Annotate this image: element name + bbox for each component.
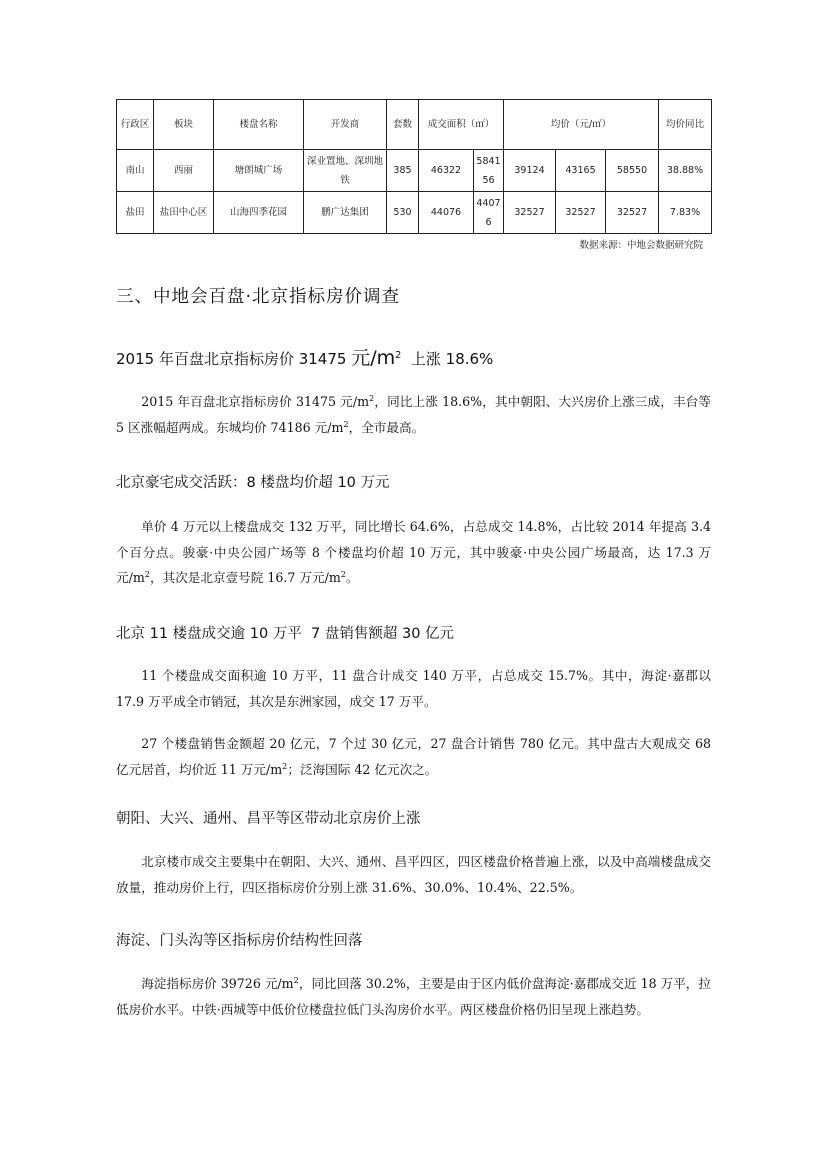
text-run: ，全市最高。 (348, 419, 425, 435)
superscript: 2 (293, 974, 299, 985)
table-cell: 39124 (504, 150, 556, 192)
table-cell: 58550 (606, 150, 659, 192)
table-cell: 7.83% (659, 192, 712, 234)
heading-districts-down: 海淀、门头沟等区指标房价结构性回落 (116, 933, 363, 949)
superscript: 2 (343, 418, 349, 429)
superscript: 2 (282, 760, 288, 771)
table-row (117, 150, 712, 192)
heading-districts-up: 朝阳、大兴、通州、昌平等区带动北京房价上涨 (116, 811, 421, 827)
superscript: 2 (369, 392, 375, 403)
table-row (117, 192, 712, 234)
table-cell: 43165 (556, 150, 606, 192)
table-cell: 盐田 (117, 192, 154, 234)
table-cell: 南山 (117, 150, 154, 192)
table-cell: 盐田中心区 (154, 192, 214, 234)
paragraph-volume: 11 个楼盘成交面积逾 10 万平，11 盘合计成交 140 万平，占总成交 15.7%。其中，海淀·嘉郡以 17.9 万平成全市销冠，其次是东洲家园，成交 17 万平。 (116, 668, 711, 709)
headline-text: 2015 年百盘北京指标房价 31475 (116, 350, 352, 368)
text-run: 27 个楼盘销售金额超 20 亿元，7 个过 30 亿元，27 盘合计销售 780 亿元。其中盘古大观成交 68 亿元居首，均价近 11 万元/m (116, 736, 711, 777)
superscript: 2 (144, 568, 150, 579)
text-run: 2015 年百盘北京指标房价 31475 元/m (141, 394, 370, 409)
heading-volume: 北京 11 楼盘成交逾 10 万平 7 盘销售额超 30 亿元 (116, 626, 455, 642)
table-cell: 44076 (474, 192, 504, 234)
table-cell: 32527 (504, 192, 556, 234)
headline (116, 343, 493, 370)
header-cell: 成交面积（㎡） (419, 100, 504, 150)
header-cell: 开发商 (304, 100, 387, 150)
superscript: 2 (340, 568, 346, 579)
table-cell: 44076 (419, 192, 474, 234)
header-cell: 均价（元/㎡） (504, 100, 659, 150)
header-cell: 楼盘名称 (214, 100, 304, 150)
table-cell: 深业置地、深圳地铁 (304, 150, 387, 192)
text-run: ；泛海国际 42 亿元次之。 (287, 761, 438, 777)
table-cell: 鹏广达集团 (304, 192, 387, 234)
heading-luxury: 北京豪宅成交活跃：8 楼盘均价超 10 万元 (116, 475, 390, 491)
paragraph-sales (116, 731, 711, 782)
table-cell: 西丽 (154, 150, 214, 192)
table-cell: 32527 (556, 192, 606, 234)
property-table (116, 99, 712, 234)
text-run: 单价 4 万元以上楼盘成交 132 万平，同比增长 64.6%，占总成交 14.8%，占比较 2014 年提高 3.4 个百分点。骏豪·中央公园广场等 8 个楼盘均价超 10 万元，其中骏豪·中央公园广场最高，达 17.3 万元/m (116, 519, 711, 585)
headline-sup: 2 (395, 350, 402, 361)
paragraph-luxury (116, 514, 711, 591)
headline-unit: 元 (351, 347, 371, 369)
table-header-row (117, 100, 712, 150)
text-run: 。 (345, 570, 359, 585)
table-cell: 塘朗城广场 (214, 150, 304, 192)
table-cell: 385 (387, 150, 419, 192)
data-source-note: 数据来源：中地会数据研究院 (579, 240, 703, 251)
header-cell: 套数 (387, 100, 419, 150)
table-cell: 山海四季花园 (214, 192, 304, 234)
table-cell: 530 (387, 192, 419, 234)
text-run: ，同比回落 30.2%，主要是由于区内低价盘海淀·嘉郡成交近 18 万平，拉低房价水平。中铁·西城等中低价位楼盘拉低门头沟房价水平。两区楼盘价格仍旧呈现上涨趋势。 (116, 976, 711, 1017)
header-cell: 均价同比 (659, 100, 712, 150)
paragraph-districts-down (116, 971, 711, 1022)
text-run: ，其次是北京壹号院 16.7 万元/m (150, 570, 341, 585)
header-cell: 板块 (154, 100, 214, 150)
table-cell: 32527 (606, 192, 659, 234)
headline-change: 上涨 18.6% (401, 350, 494, 368)
paragraph-districts-up: 北京楼市成交主要集中在朝阳、大兴、通州、昌平四区，四区楼盘价格普遍上涨，以及中高端楼盘成交放量，推动房价上行，四区指标房价分别上涨 31.6%、30.0%、10.4%、22.5%。 (116, 854, 711, 895)
table-cell: 584156 (474, 150, 504, 192)
text-run: ，同比上涨 18.6%，其中朝阳、大兴房价上涨三成，丰台等 5 区涨幅超两成。东城均价 74186 元/m (116, 394, 711, 435)
text-run: 海淀指标房价 39726 元/m (141, 976, 294, 991)
section-title: 三、中地会百盘·北京指标房价调查 (116, 287, 401, 307)
header-cell: 行政区 (117, 100, 154, 150)
table-cell: 46322 (419, 150, 474, 192)
paragraph-overview (116, 389, 711, 440)
headline-unit-rest: /m (370, 347, 396, 369)
table-cell: 38.88% (659, 150, 712, 192)
